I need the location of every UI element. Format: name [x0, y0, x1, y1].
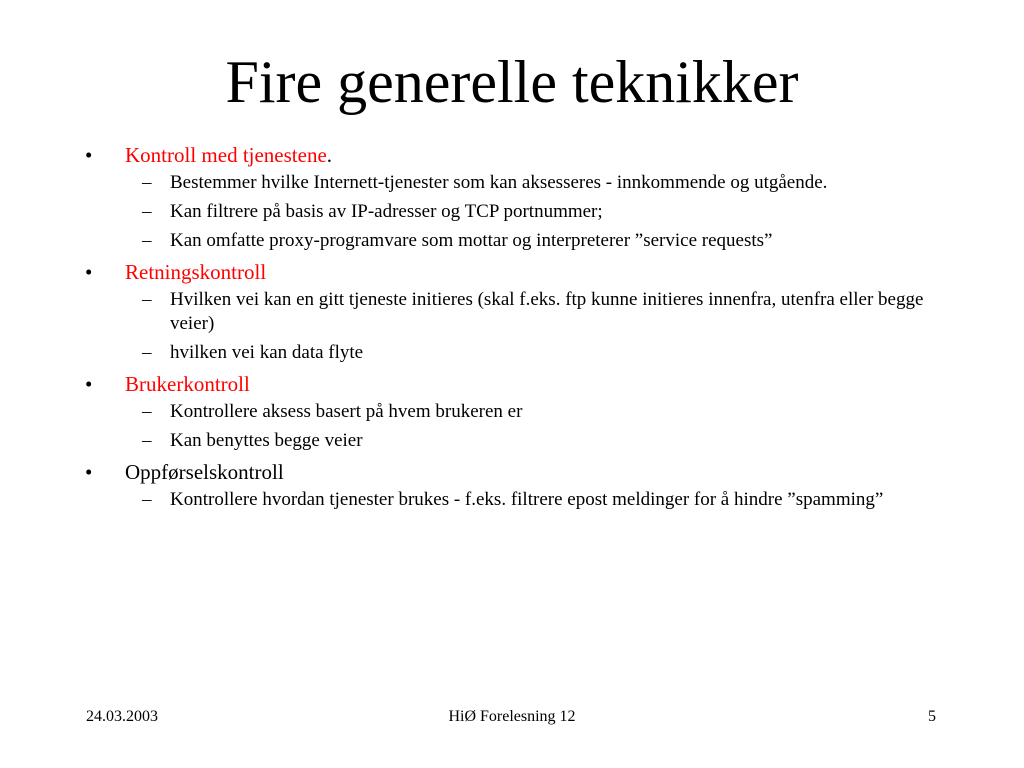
bullet-text: Oppførselskontroll: [125, 460, 284, 484]
subitem-list: [85, 288, 945, 365]
bullet-marker: •: [85, 260, 93, 284]
bullet-marker: •: [85, 460, 93, 484]
footer-date: 24.03.2003: [86, 708, 158, 725]
footer-page-number: 5: [928, 708, 936, 725]
bullet-item-kontroll-med-tjenestene: [85, 142, 945, 168]
subitem-list: [85, 171, 945, 253]
dash-marker: –: [142, 342, 152, 363]
slide-title: Fire generelle teknikker: [225, 49, 799, 115]
slide-body: [85, 142, 945, 516]
subitem-text: Kan filtrere på basis av IP-adresser og TCP portnummer;: [170, 201, 603, 222]
bullet-item-brukerkontroll: [85, 371, 945, 397]
dash-marker: –: [142, 401, 152, 422]
dash-marker: –: [142, 430, 152, 451]
subitem: [85, 229, 945, 253]
subitem: [85, 488, 945, 512]
subitem: [85, 171, 945, 195]
subitem: [85, 288, 945, 336]
bullet-suffix: .: [326, 143, 333, 167]
subitem-text: Kontrollere aksess basert på hvem brukeren er: [170, 401, 523, 422]
subitem: [85, 200, 945, 224]
subitem-text: hvilken vei kan data flyte: [170, 342, 364, 363]
subitem: [85, 400, 945, 424]
subitem: [85, 341, 945, 365]
bullet-item-retningskontroll: [85, 259, 945, 285]
subitem-text: Hvilken vei kan en gitt tjeneste initieres (skal f.eks. ftp kunne initieres innenfra, utenfra eller begge veier): [170, 289, 924, 334]
bullet-marker: •: [85, 143, 93, 167]
subitem: [85, 429, 945, 453]
bullet-text: Retningskontroll: [125, 260, 267, 284]
dash-marker: –: [142, 172, 152, 193]
dash-marker: –: [142, 289, 152, 310]
footer-title: HiØ Forelesning 12: [448, 708, 576, 725]
dash-marker: –: [142, 201, 152, 222]
dash-marker: –: [142, 489, 152, 510]
bullet-item-oppforselskontroll: [85, 459, 945, 485]
bullet-text: Kontroll med tjenestene: [125, 143, 327, 167]
bullet-marker: •: [85, 372, 93, 396]
dash-marker: –: [142, 230, 152, 251]
subitem-list: [85, 400, 945, 453]
subitem-text: Kan omfatte proxy-programvare som mottar og interpreterer ”service requests”: [170, 230, 773, 251]
bullet-text: Brukerkontroll: [125, 372, 250, 396]
subitem-list: [85, 488, 945, 512]
subitem-text: Bestemmer hvilke Internett-tjenester som kan aksesseres - innkommende og utgående.: [170, 172, 828, 193]
subitem-text: Kan benyttes begge veier: [170, 430, 363, 451]
subitem-text: Kontrollere hvordan tjenester brukes - f.eks. filtrere epost meldinger for å hindre ”spamming”: [170, 489, 884, 510]
